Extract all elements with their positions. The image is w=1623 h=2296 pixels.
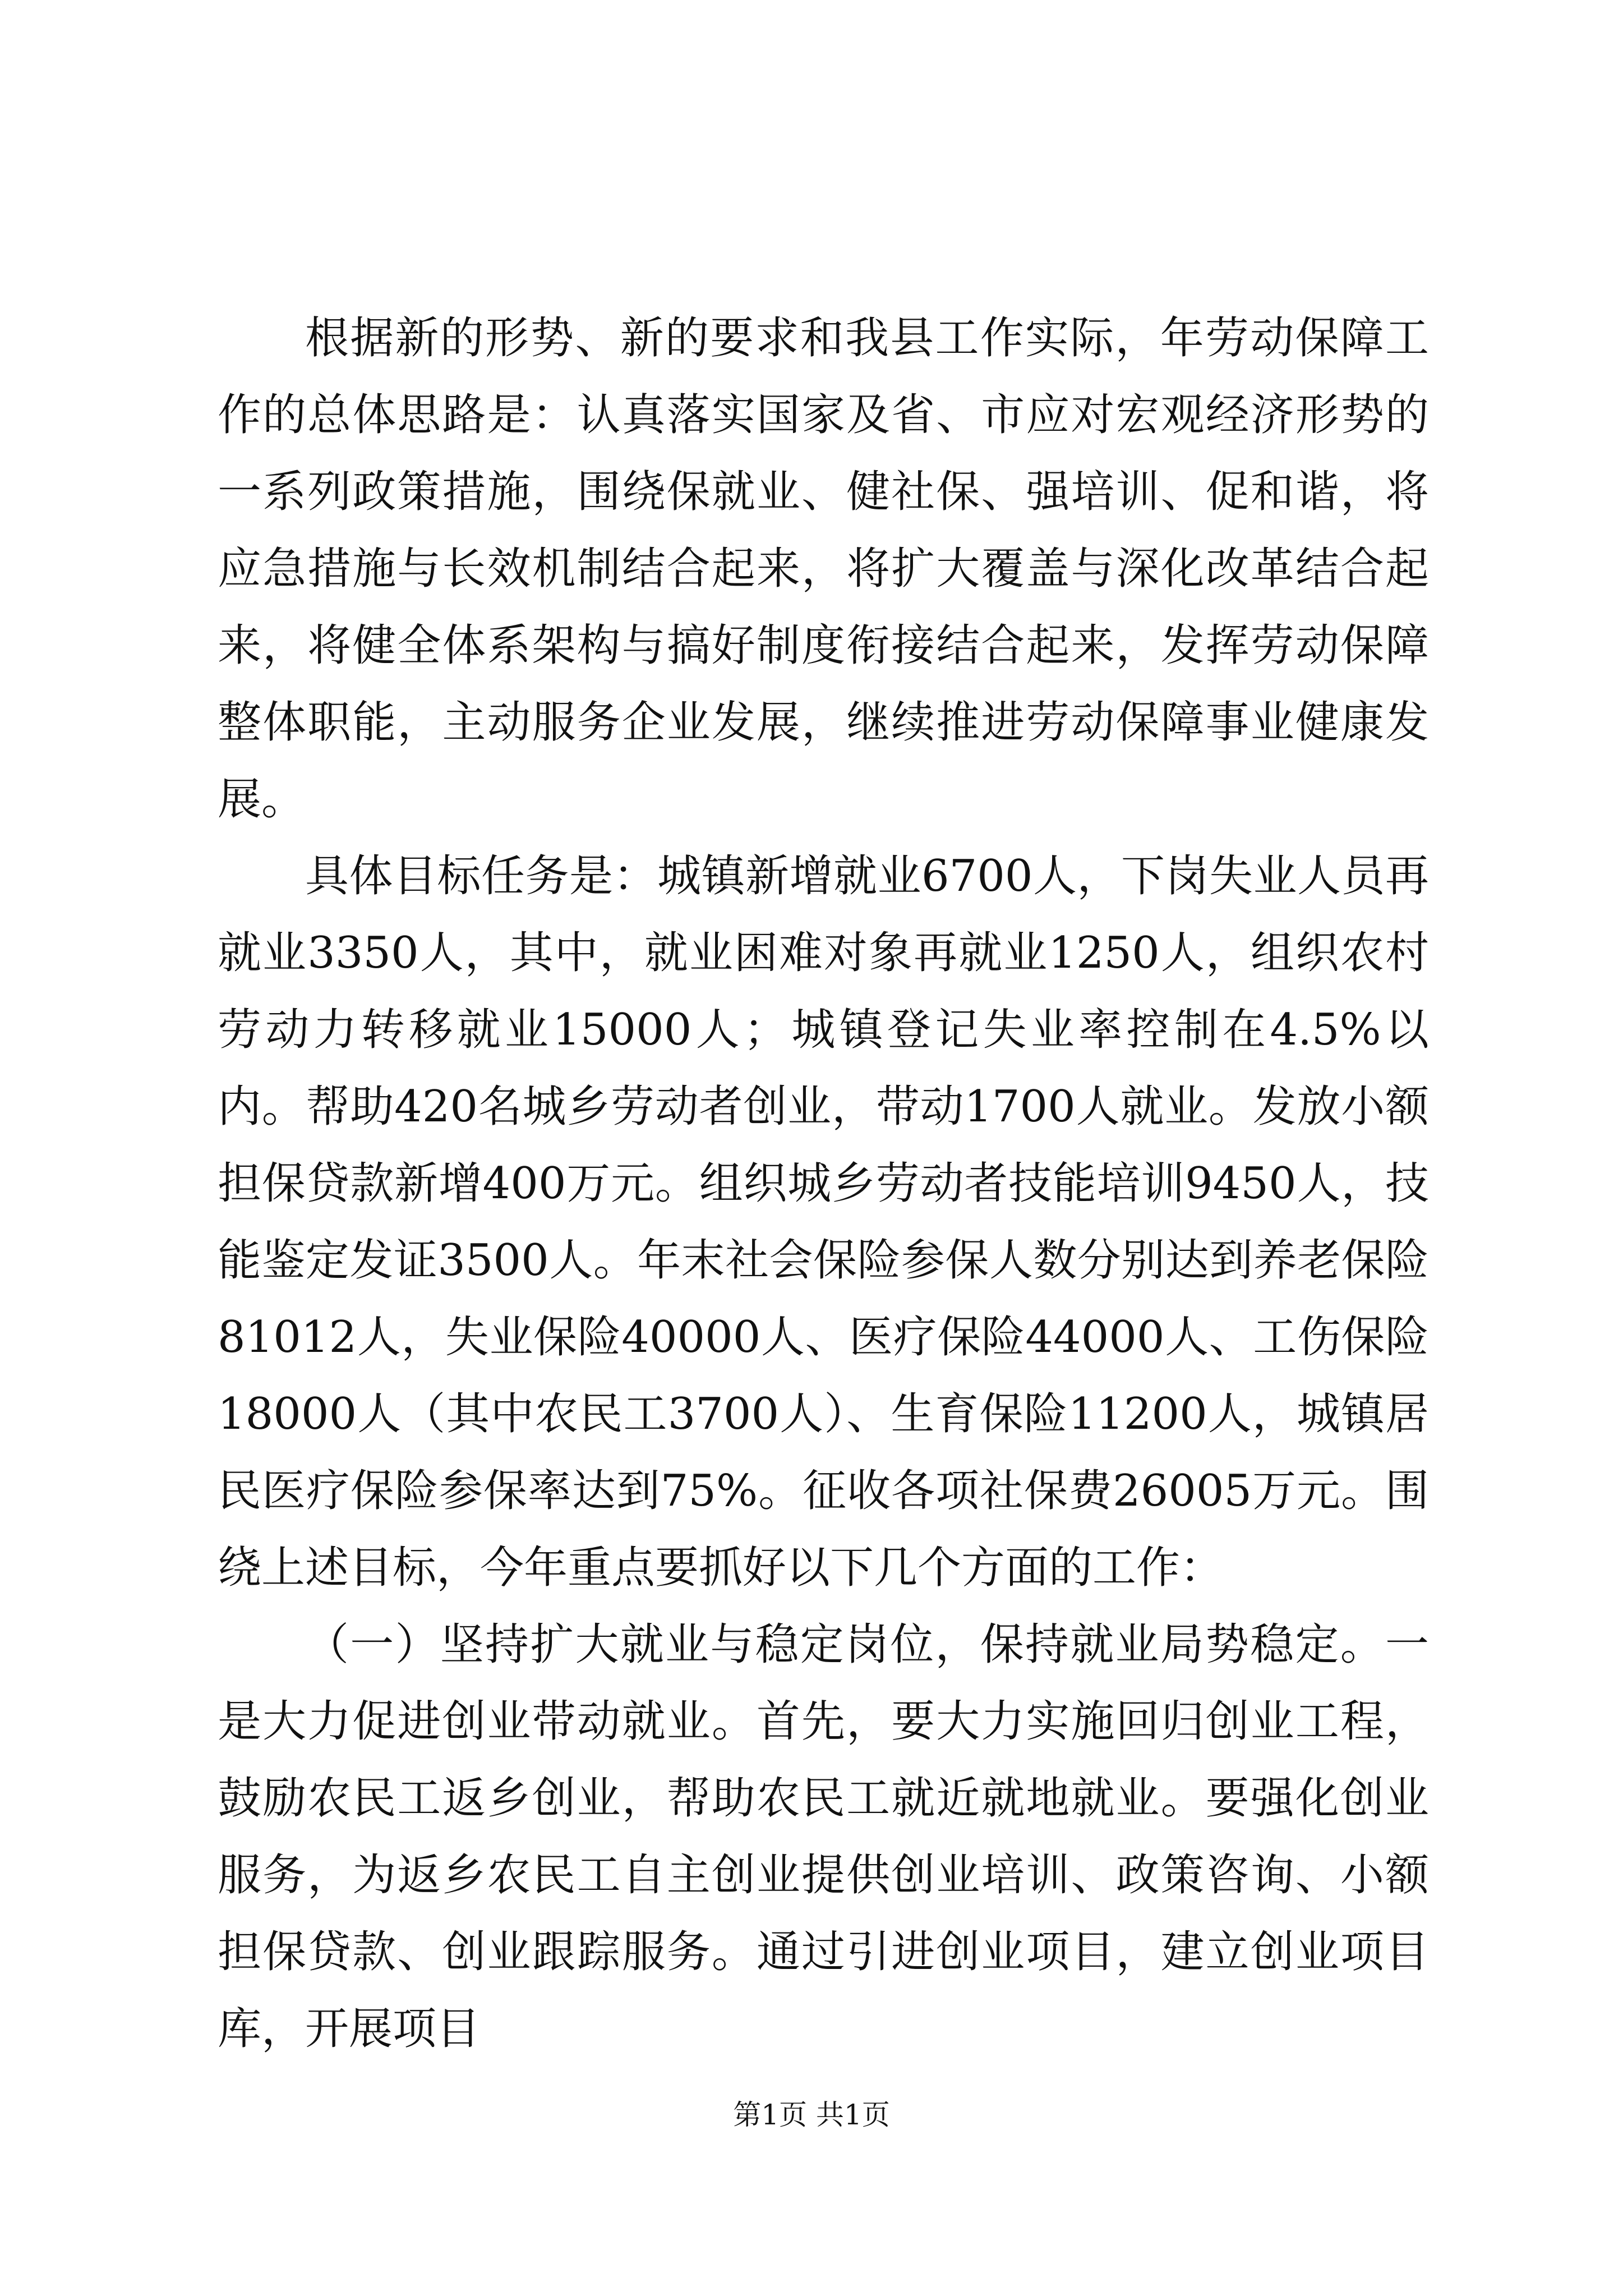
paragraph-employment: （一）坚持扩大就业与稳定岗位，保持就业局势稳定。一是大力促进创业带动就业。首先，要大力实施回归创业工程，鼓励农民工返乡创业，帮助农民工就近就地就业。要强化创业服务，为返乡农民工自主创业提供创业培训、政策咨询、小额担保贷款、创业跟踪服务。通过引进创业项目，建立创业项目库，开展项目 [218, 1619, 1429, 2054]
document-body [218, 300, 1429, 2068]
paragraph-overall-approach: 根据新的形势、新的要求和我县工作实际，年劳动保障工作的总体思路是：认真落实国家及省、市应对宏观经济形势的一系列政策措施，围绕保就业、健社保、强培训、促和谐，将应急措施与长效机制结合起来，将扩大覆盖与深化改革结合起来，将健全体系架构与搞好制度衔接结合起来，发挥劳动保障整体职能，主动服务企业发展，继续推进劳动保障事业健康发展。 [218, 313, 1429, 825]
page-footer: 第1页 共1页 [733, 2099, 890, 2131]
paragraph-targets: 具体目标任务是：城镇新增就业6700人，下岗失业人员再就业3350人，其中，就业困难对象再就业1250人，组织农村劳动力转移就业15000人；城镇登记失业率控制在4.5%以内。帮助420名城乡劳动者创业，带动1700人就业。发放小额担保贷款新增400万元。组织城乡劳动者技能培训9450人，技能鉴定发证3500人。年末社会保险参保人数分别达到养老保险81012人，失业保险40000人、医疗保险44000人、工伤保险18000人（其中农民工3700人）、生育保险11200人，城镇居民医疗保险参保率达到75%。征收各项社保费26005万元。围绕上述目标，今年重点要抓好以下几个方面的工作： [218, 851, 1429, 1593]
